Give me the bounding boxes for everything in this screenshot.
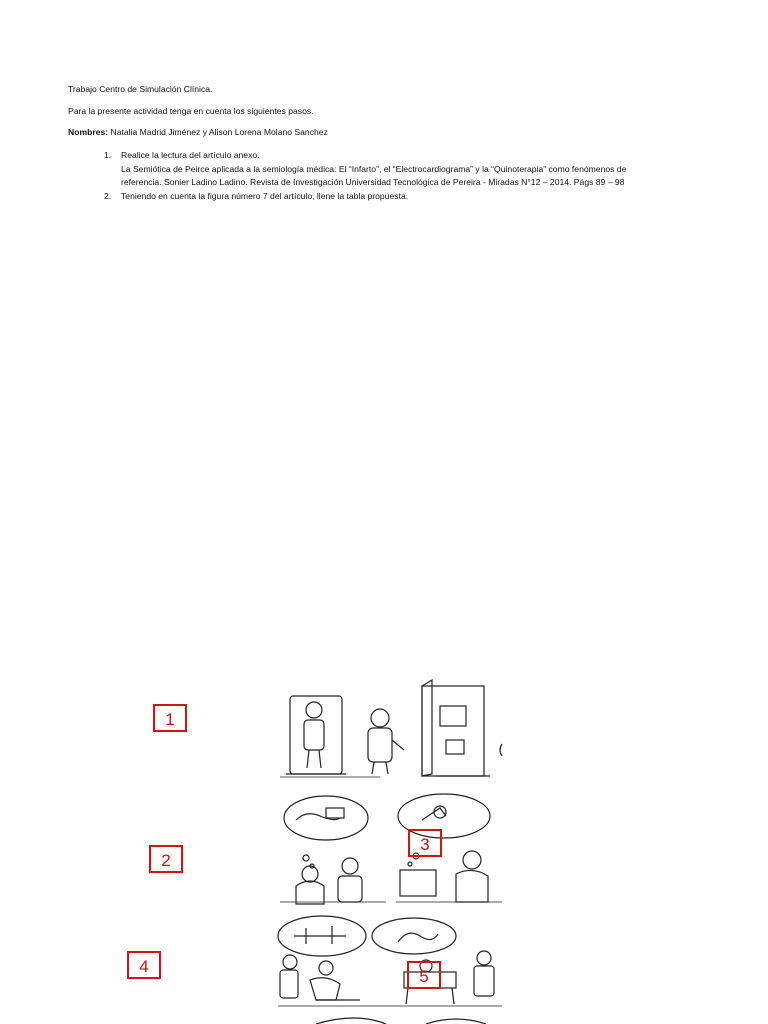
cartoon-figure [276,680,508,1024]
cartoon-panel-2 [280,794,502,904]
step-number: 2. [104,190,112,201]
steps-list [104,149,704,203]
step-text: La Semiótica de Peirce aplicada a la semiología médica: El “Infarto”, el “Electrocardiograma” y la “Quinoterapia” como fenómenos de [121,163,627,174]
names-label: Nombres: [68,127,109,137]
figure-label-3: 3 [408,829,442,857]
names-value: Natalia Madrid Jiménez y Alison Lorena Molano Sanchez [108,127,328,137]
figure-label-1: 1 [153,704,187,732]
figure-label-5: 5 [407,961,441,989]
instructions-text: Para la presente actividad tenga en cuenta los siguientes pasos. [68,106,314,116]
cartoon-panel-1 [280,680,502,777]
document-header: Trabajo Centro de Simulación Clínica. [68,84,213,94]
cartoon-panel-3 [278,916,502,1006]
cartoon-panel-4 [316,1018,486,1024]
step-text: referencia. Sonier Ladino Ladino. Revista de Investigación Universidad Tecnológica de Pereira - Miradas N°12 – 2014. Págs 89 – 98 [121,177,625,187]
step-number: 1. [104,150,112,160]
figure-label-2: 2 [149,845,183,873]
step-text: Realice la lectura del artículo anexo. [121,150,260,160]
step-1 [104,149,704,190]
step-text: Teniendo en cuenta la figura número 7 del artículo, llene la tabla propuesta. [121,190,409,201]
names-line [68,127,328,138]
figure-label-4: 4 [127,951,161,979]
step-2 [104,190,704,204]
